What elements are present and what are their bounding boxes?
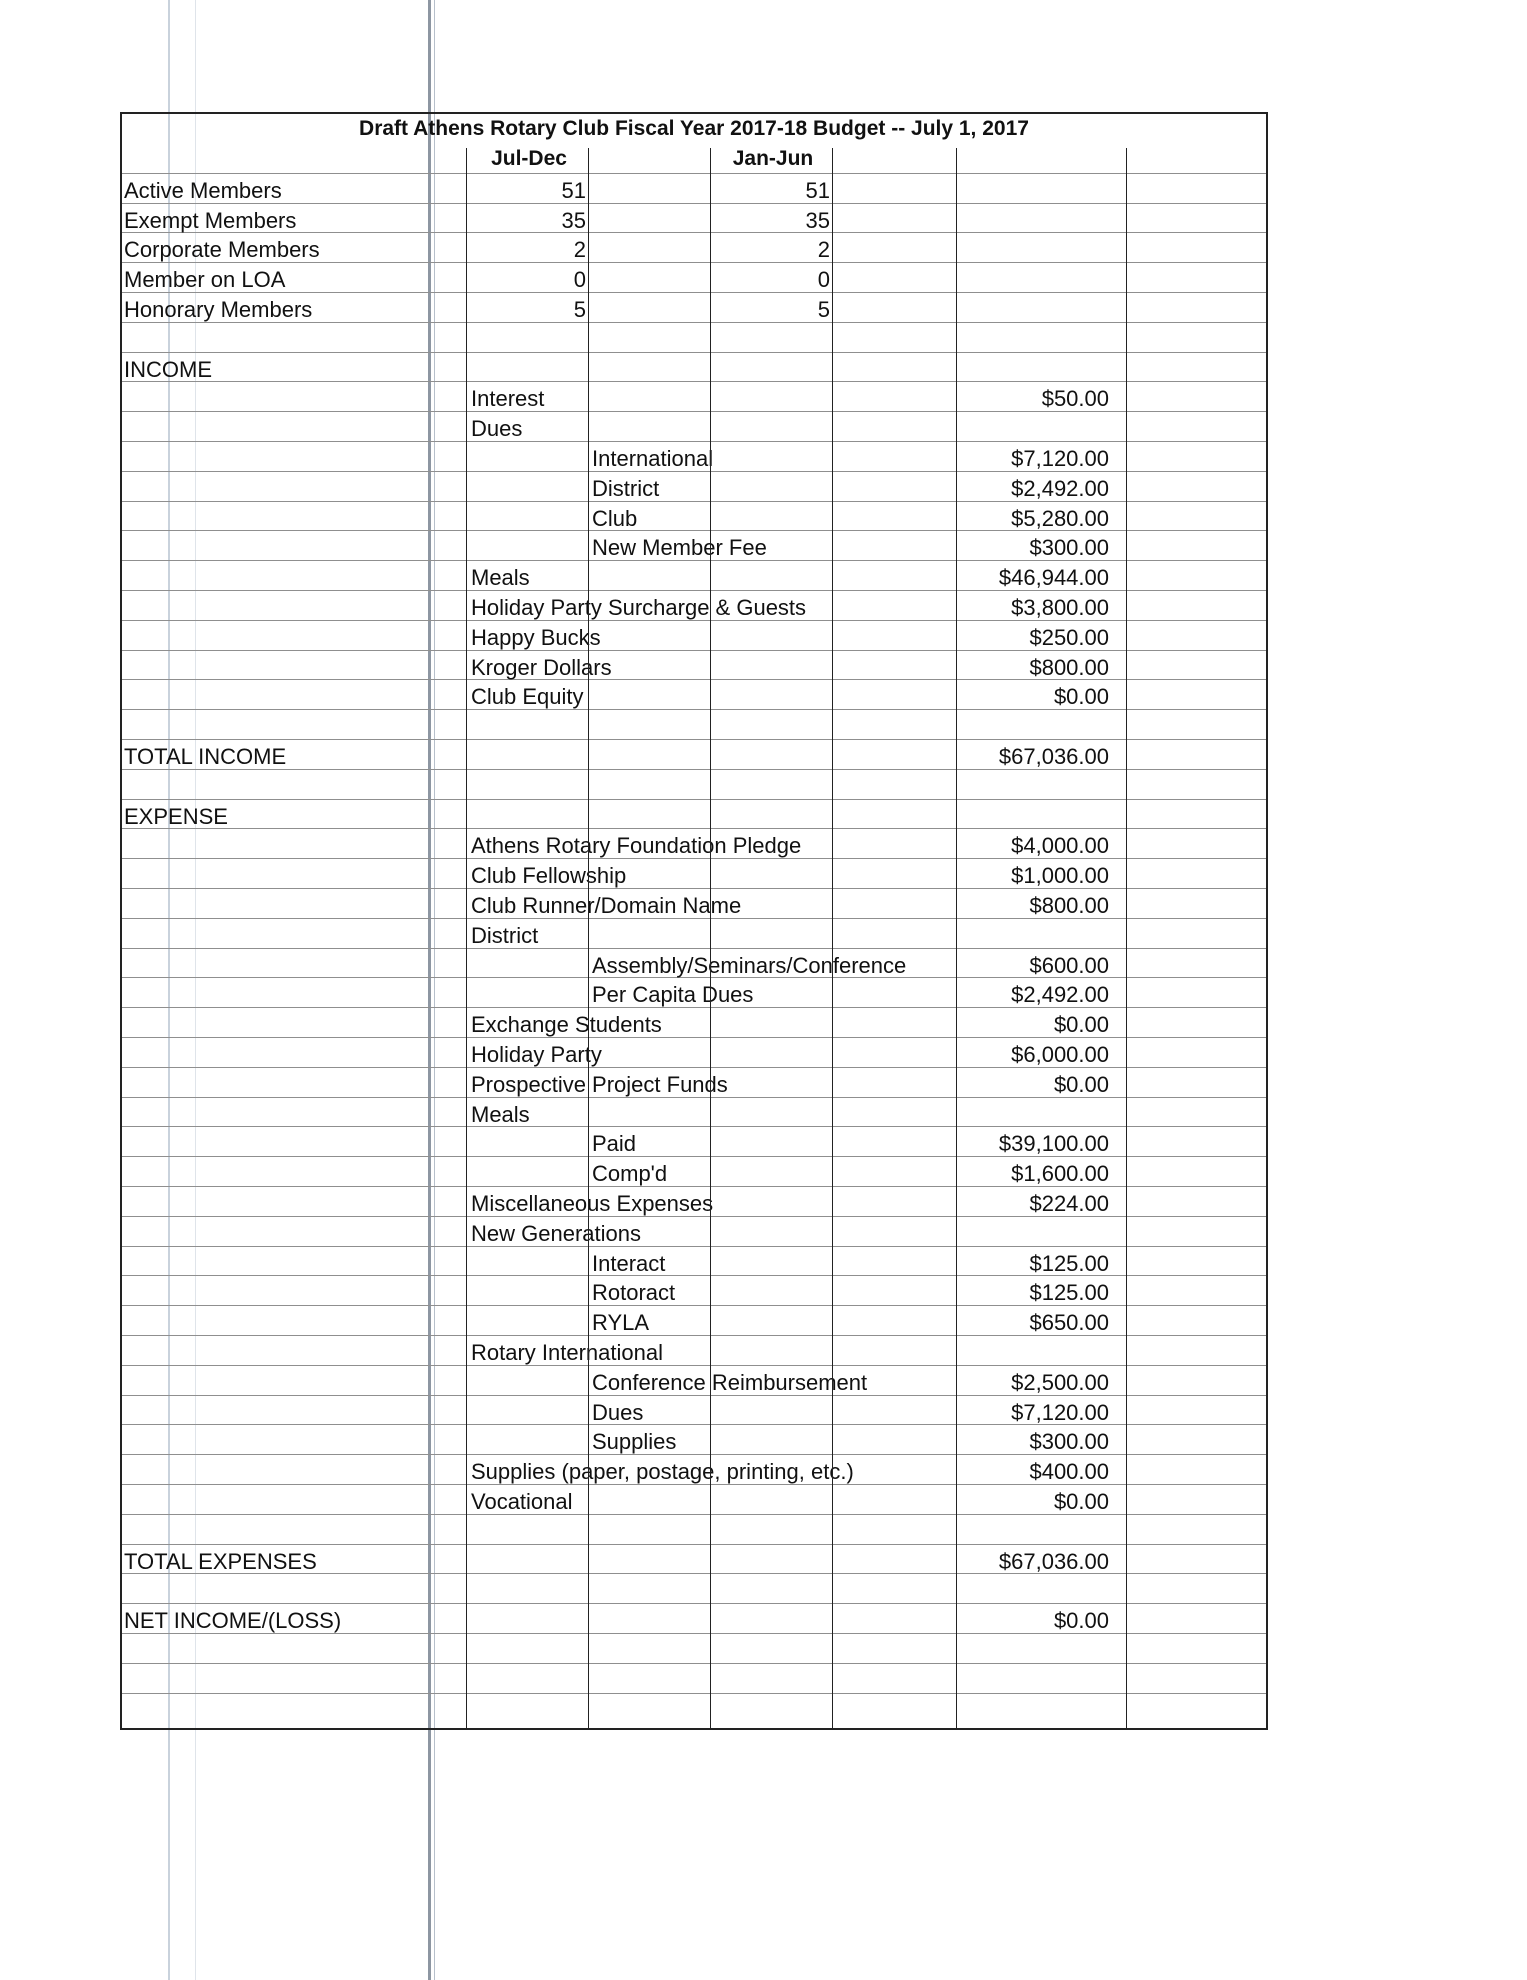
income-item-label: Happy Bucks xyxy=(471,624,601,650)
column-divider xyxy=(1126,148,1127,1728)
expense-row xyxy=(122,889,1266,919)
income-item-amount: $0.00 xyxy=(1053,684,1109,710)
member-jan-jun: 51 xyxy=(805,177,830,203)
expense-row xyxy=(122,949,1266,979)
expense-item-amount: $650.00 xyxy=(1029,1310,1109,1336)
income-row xyxy=(122,472,1266,502)
member-jan-jun: 2 xyxy=(817,237,830,263)
column-divider xyxy=(588,148,589,1728)
member-jan-jun: 0 xyxy=(817,267,830,293)
expense-item-label: Dues xyxy=(592,1399,644,1425)
expense-item-label: Interact xyxy=(592,1250,666,1276)
income-item-amount: $800.00 xyxy=(1029,654,1109,680)
member-jul-dec: 5 xyxy=(573,297,586,322)
member-label: Corporate Members xyxy=(124,237,320,263)
column-divider xyxy=(710,148,711,1728)
expense-item-label: Vocational xyxy=(471,1489,573,1514)
expense-row xyxy=(122,1187,1266,1217)
col-header-jul-dec: Jul-Dec xyxy=(491,147,567,170)
column-divider xyxy=(466,148,467,1728)
income-item-label: Holiday Party Surcharge & Guests xyxy=(471,595,807,620)
expense-row xyxy=(122,1008,1266,1038)
expense-item-amount: $2,492.00 xyxy=(1011,982,1109,1008)
member-row xyxy=(122,233,1266,263)
expense-item-amount: $0.00 xyxy=(1053,1012,1109,1038)
total-expenses-amount: $67,036.00 xyxy=(998,1548,1109,1574)
expense-item-label: Miscellaneous Expenses xyxy=(471,1191,714,1216)
expense-item-label: Athens Rotary Foundation Pledge xyxy=(471,833,802,859)
income-item-amount: $50.00 xyxy=(1041,386,1109,412)
total-income-amount: $67,036.00 xyxy=(998,744,1109,769)
member-jul-dec: 0 xyxy=(573,267,586,293)
expense-item-amount: $800.00 xyxy=(1029,893,1109,918)
expense-row xyxy=(122,829,1266,859)
total-row xyxy=(122,1545,1266,1575)
income-item-amount: $300.00 xyxy=(1029,535,1109,561)
expense-item-label: Conference Reimbursement xyxy=(592,1369,868,1395)
expense-item-amount: $600.00 xyxy=(1029,952,1109,978)
expense-row xyxy=(122,919,1266,949)
section-heading-row xyxy=(122,800,1266,830)
member-label: Member on LOA xyxy=(124,267,286,293)
expense-item-amount: $400.00 xyxy=(1029,1459,1109,1485)
expense-item-amount xyxy=(952,1217,1109,1246)
expense-item-amount: $0.00 xyxy=(1053,1071,1109,1097)
expense-item-label: Meals xyxy=(471,1101,530,1127)
income-item-label: New Member Fee xyxy=(592,535,767,561)
income-item-amount xyxy=(952,412,1109,441)
expense-row xyxy=(122,1396,1266,1426)
member-jul-dec: 51 xyxy=(561,177,586,203)
member-label: Honorary Members xyxy=(124,297,313,322)
expense-row xyxy=(122,1038,1266,1068)
column-divider xyxy=(956,148,957,1728)
income-item-amount: $7,120.00 xyxy=(1011,446,1109,471)
income-item-label: Club xyxy=(592,505,638,531)
income-item-label: Club Equity xyxy=(471,684,584,710)
expense-row xyxy=(122,859,1266,889)
income-row xyxy=(122,531,1266,561)
expense-row xyxy=(122,1127,1266,1157)
expense-item-amount: $2,500.00 xyxy=(1011,1369,1109,1395)
expense-item-label: New Generations xyxy=(471,1220,641,1246)
expense-item-amount: $125.00 xyxy=(1029,1280,1109,1306)
income-item-label: District xyxy=(592,475,660,501)
member-row xyxy=(122,293,1266,323)
expense-row xyxy=(122,1366,1266,1396)
budget-sheet xyxy=(120,112,1268,1730)
header-row xyxy=(122,144,1266,174)
income-row xyxy=(122,680,1266,710)
member-label: Exempt Members xyxy=(124,207,297,233)
expense-row xyxy=(122,1425,1266,1455)
expense-item-amount xyxy=(952,919,1109,948)
income-item-label: Meals xyxy=(471,565,530,591)
net-income-amount: $0.00 xyxy=(1053,1608,1109,1634)
member-jan-jun: 35 xyxy=(805,207,830,233)
expense-item-amount: $6,000.00 xyxy=(1011,1042,1109,1067)
expense-item-label: RYLA xyxy=(592,1310,650,1336)
income-item-label: International xyxy=(592,446,714,471)
income-item-label: Kroger Dollars xyxy=(471,654,612,680)
income-row xyxy=(122,621,1266,651)
income-row xyxy=(122,382,1266,412)
expense-row xyxy=(122,1485,1266,1515)
expense-item-label: Supplies xyxy=(592,1429,677,1455)
blank-row xyxy=(122,323,1266,353)
expense-row xyxy=(122,1306,1266,1336)
blank-row xyxy=(122,1664,1266,1694)
total-row xyxy=(122,740,1266,770)
expense-item-amount: $1,600.00 xyxy=(1011,1161,1109,1187)
blank-row xyxy=(122,1515,1266,1545)
income-item-amount: $46,944.00 xyxy=(998,565,1109,591)
expense-item-amount: $0.00 xyxy=(1053,1489,1109,1514)
expense-item-amount: $300.00 xyxy=(1029,1429,1109,1455)
income-item-label: Interest xyxy=(471,386,545,412)
expense-item-label: Exchange Students xyxy=(471,1012,662,1038)
expense-item-label: Holiday Party xyxy=(471,1042,602,1067)
blank-row xyxy=(122,710,1266,740)
expense-item-label: Club Fellowship xyxy=(471,863,627,889)
income-row xyxy=(122,591,1266,621)
income-row xyxy=(122,651,1266,681)
income-row xyxy=(122,502,1266,532)
member-jul-dec: 35 xyxy=(561,207,586,233)
expense-item-label: Prospective Project Funds xyxy=(471,1071,728,1097)
expense-item-label: Supplies (paper, postage, printing, etc.) xyxy=(471,1459,854,1485)
income-item-label: Dues xyxy=(471,416,523,442)
expense-item-label: Per Capita Dues xyxy=(592,982,754,1008)
blank-row xyxy=(122,770,1266,800)
member-row xyxy=(122,174,1266,204)
member-row xyxy=(122,204,1266,234)
total-expenses-label: TOTAL EXPENSES xyxy=(124,1548,317,1574)
column-divider xyxy=(832,148,833,1728)
blank-row xyxy=(122,1634,1266,1664)
income-item-amount: $3,800.00 xyxy=(1011,595,1109,620)
total-income-label: TOTAL INCOME xyxy=(124,744,287,769)
col-header-jan-jun: Jan-Jun xyxy=(732,147,814,170)
expense-item-amount xyxy=(952,1098,1109,1127)
member-row xyxy=(122,263,1266,293)
blank-row xyxy=(122,1574,1266,1604)
expense-row xyxy=(122,1217,1266,1247)
expense-item-label: Rotary International xyxy=(471,1340,663,1365)
expense-item-amount: $1,000.00 xyxy=(1011,863,1109,889)
income-heading: INCOME xyxy=(124,356,212,382)
expense-item-label: Assembly/Seminars/Conference xyxy=(592,952,907,978)
expense-item-amount: $7,120.00 xyxy=(1011,1399,1109,1425)
expense-row xyxy=(122,978,1266,1008)
expense-row xyxy=(122,1247,1266,1277)
income-row xyxy=(122,561,1266,591)
expense-row xyxy=(122,1157,1266,1187)
expense-item-label: Paid xyxy=(592,1131,637,1157)
net-row xyxy=(122,1604,1266,1634)
expense-item-amount: $125.00 xyxy=(1029,1250,1109,1276)
expense-item-label: Comp'd xyxy=(592,1161,668,1187)
expense-item-label: Club Runner/Domain Name xyxy=(471,893,742,918)
expense-row xyxy=(122,1336,1266,1366)
expense-item-amount: $224.00 xyxy=(1029,1191,1109,1216)
expense-heading: EXPENSE xyxy=(124,803,228,829)
income-row xyxy=(122,442,1266,472)
income-row xyxy=(122,412,1266,442)
income-item-amount: $2,492.00 xyxy=(1011,475,1109,501)
member-label: Active Members xyxy=(124,177,282,203)
budget-title: Draft Athens Rotary Club Fiscal Year 2017-18 Budget -- July 1, 2017 xyxy=(359,117,1029,140)
income-item-amount: $5,280.00 xyxy=(1011,505,1109,531)
expense-item-amount xyxy=(952,1336,1109,1365)
expense-row xyxy=(122,1455,1266,1485)
member-jul-dec: 2 xyxy=(573,237,586,263)
net-income-label: NET INCOME/(LOSS) xyxy=(124,1608,342,1634)
member-jan-jun: 5 xyxy=(817,297,830,322)
expense-row xyxy=(122,1068,1266,1098)
expense-row xyxy=(122,1098,1266,1128)
expense-item-label: Rotoract xyxy=(592,1280,676,1306)
section-heading-row xyxy=(122,353,1266,383)
expense-item-amount: $4,000.00 xyxy=(1011,833,1109,859)
income-item-amount: $250.00 xyxy=(1029,624,1109,650)
expense-item-label: District xyxy=(471,922,539,948)
expense-row xyxy=(122,1276,1266,1306)
expense-item-amount: $39,100.00 xyxy=(998,1131,1109,1157)
